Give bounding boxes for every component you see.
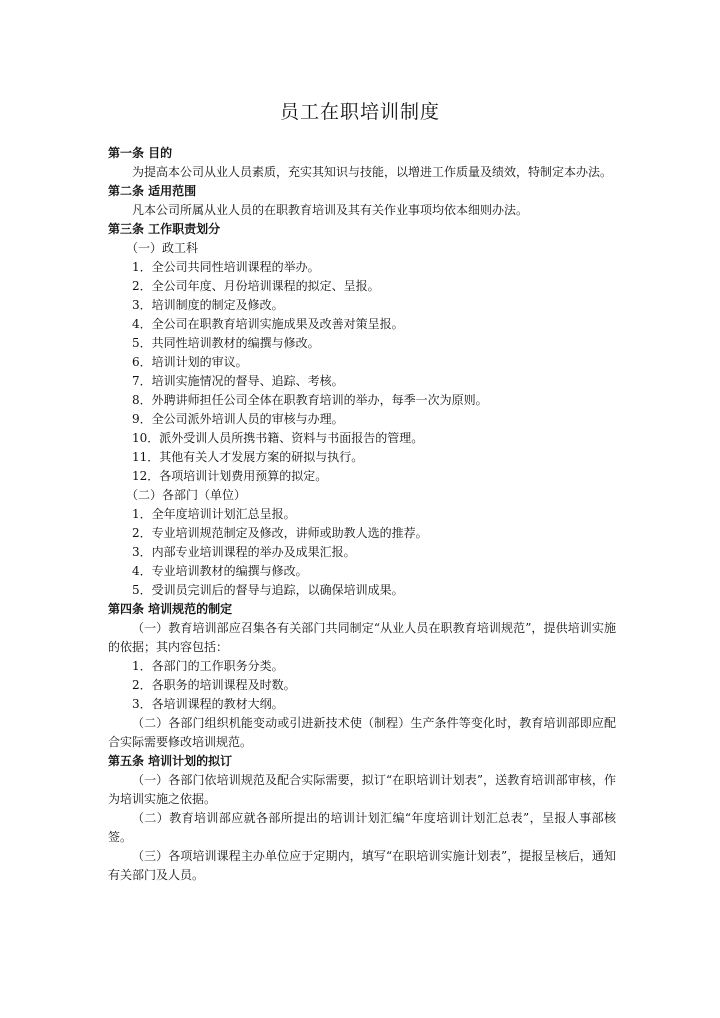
list-item: 3．内部专业培训课程的举办及成果汇报。	[132, 545, 356, 559]
subsection-heading: （二）各部门（单位）	[126, 488, 247, 502]
list-item: 1．全公司共同性培训课程的举办。	[132, 260, 320, 274]
list-item: 2．全公司年度、月份培训课程的拟定、呈报。	[132, 279, 380, 293]
document-title: 员工在职培训制度	[279, 101, 440, 123]
list-item: 4．专业培训教材的编撰与修改。	[132, 564, 308, 578]
paragraph: （一）教育培训部应召集各有关部门共同制定“从业人员在职教育培训规范”，提供培训实施的依据；其内容包括：	[108, 621, 616, 654]
list-item: 3．各培训课程的教材大纲。	[132, 697, 284, 711]
list-item: 5．受训员完训后的督导与追踪，以确保培训成果。	[132, 583, 404, 597]
subsection-heading: （一）政工科	[126, 241, 199, 255]
section-heading: 第二条 适用范围	[108, 184, 197, 198]
paragraph: （三）各项培训课程主办单位应于定期内，填写“在职培训实施计划表”，提报呈核后，通知有关部门及人员。	[108, 849, 616, 882]
list-item: 9．全公司派外培训人员的审核与办理。	[132, 412, 344, 426]
list-item: 2．各职务的培训课程及时数。	[132, 678, 296, 692]
list-item: 1．各部门的工作职务分类。	[132, 659, 284, 673]
section-heading: 第四条 培训规范的制定	[108, 602, 233, 616]
list-item: 5．共同性培训教材的编撰与修改。	[132, 336, 320, 350]
paragraph: （二）教育培训部应就各部所提出的培训计划汇编“年度培训计划汇总表”，呈报人事部核签。	[108, 811, 616, 844]
paragraph: 为提高本公司从业人员素质，充实其知识与技能，以增进工作质量及绩效，特制定本办法。	[132, 165, 613, 179]
list-item: 8．外聘讲师担任公司全体在职教育培训的举办，每季一次为原则。	[132, 393, 488, 407]
paragraph: （二）各部门组织机能变动或引进新技术使（制程）生产条件等变化时，教育培训部即应配合实际需要修改培训规范。	[108, 716, 616, 749]
list-item: 2．专业培训规范制定及修改，讲师或助教人选的推荐。	[132, 526, 428, 540]
document-body	[108, 144, 616, 885]
list-item: 3．培训制度的制定及修改。	[132, 298, 284, 312]
list-item: 6．培训计划的审议。	[132, 355, 248, 369]
section-heading: 第三条 工作职责划分	[108, 222, 221, 236]
paragraph: 凡本公司所属从业人员的在职教育培训及其有关作业事项均依本细则办法。	[132, 203, 529, 217]
list-item: 4．全公司在职教育培训实施成果及改善对策呈报。	[132, 317, 404, 331]
list-item: 12．各项培训计划费用预算的拟定。	[132, 469, 328, 483]
section-heading: 第一条 目的	[108, 146, 173, 160]
section-heading: 第五条 培训计划的拟订	[108, 754, 233, 768]
list-item: 1．全年度培训计划汇总呈报。	[132, 507, 296, 521]
list-item: 7．培训实施情况的督导、追踪、考核。	[132, 374, 344, 388]
list-item: 11．其他有关人才发展方案的研拟与执行。	[132, 450, 364, 464]
list-item: 10．派外受训人员所携书籍、资料与书面报告的管理。	[132, 431, 424, 445]
paragraph: （一）各部门依培训规范及配合实际需要，拟订“在职培训计划表”，送教育培训部审核，作为培训实施之依据。	[108, 773, 616, 806]
